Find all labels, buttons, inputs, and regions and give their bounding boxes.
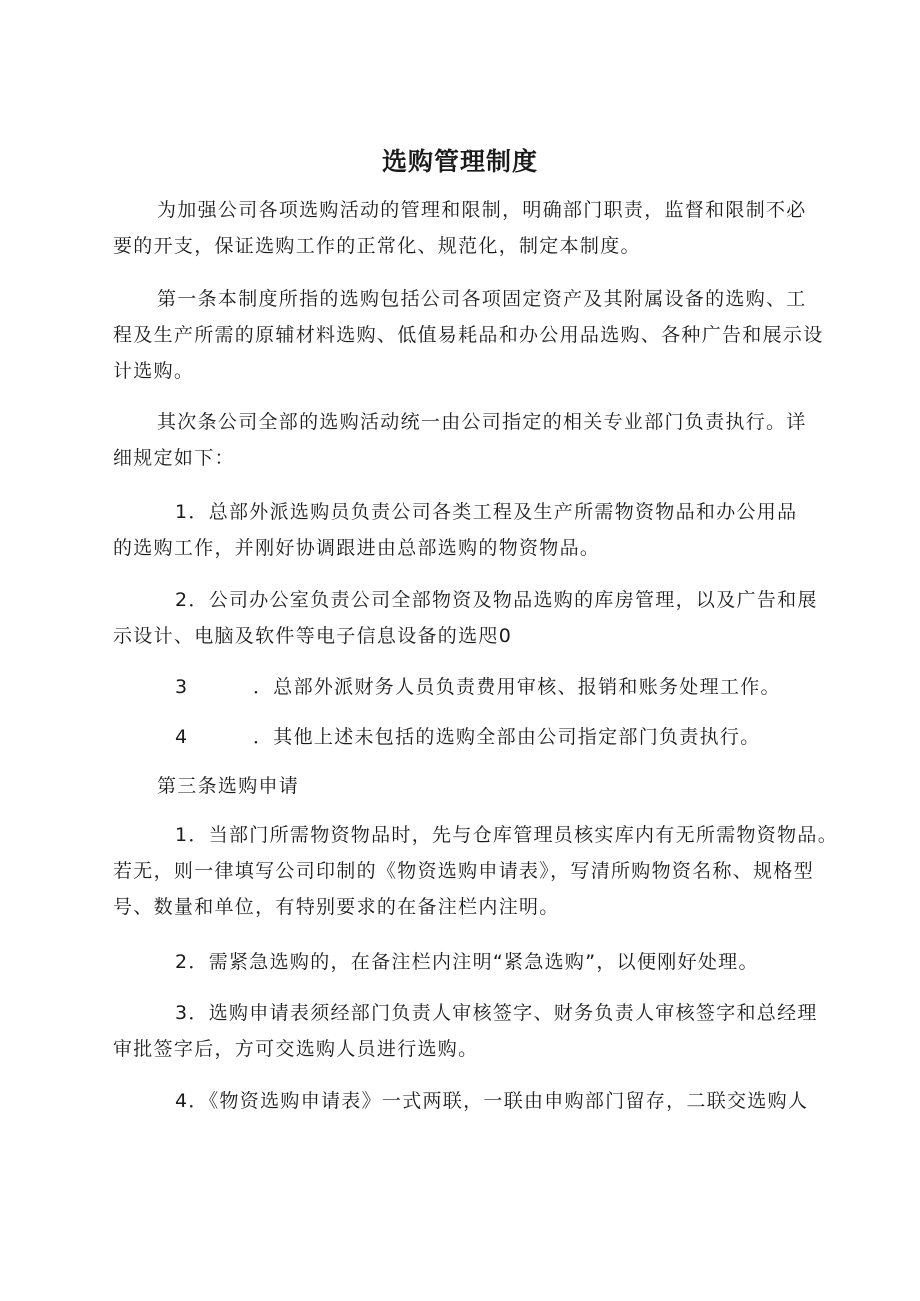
paragraph-line: 要的开支，保证选购工作的正常化、规范化，制定本制度。 bbox=[113, 235, 641, 257]
paragraph-line: 号、数量和单位，有特别要求的在备注栏内注明。 bbox=[113, 896, 560, 918]
paragraph-line: 其次条公司全部的选购活动统一由公司指定的相关专业部门负责执行。详 bbox=[157, 411, 807, 433]
paragraph-line: 计选购。 bbox=[113, 360, 195, 382]
list-item-1 bbox=[113, 494, 813, 566]
paragraph-line: 3．选购申请表须经部门负责人审核签字、财务负责人审核签字和总经理 bbox=[175, 1002, 818, 1024]
paragraph-line: 1．当部门所需物资物品时，先与仓库管理员核实库内有无所需物资物品。 bbox=[175, 824, 838, 846]
item-number: 3 bbox=[175, 676, 189, 698]
paragraph-intro bbox=[113, 192, 813, 264]
list-item-3-2 bbox=[113, 944, 813, 980]
paragraph-line: 第一条本制度所指的选购包括公司各项固定资产及其附属设备的选购、工 bbox=[157, 288, 807, 310]
item-text: ．总部外派财务人员负责费用审核、报销和账务处理工作。 bbox=[253, 676, 781, 698]
document-title: 选购管理制度 bbox=[381, 147, 538, 176]
paragraph-line: 审批签字后，方可交选购人员进行选购。 bbox=[113, 1038, 479, 1060]
paragraph-line: 1．总部外派选购员负责公司各类工程及生产所需物资物品和办公用品 bbox=[175, 501, 798, 523]
list-item-3-4 bbox=[113, 1083, 813, 1119]
list-item-3-1 bbox=[113, 817, 838, 925]
list-item-3 bbox=[113, 669, 813, 705]
paragraph-line: 第三条选购申请 bbox=[157, 775, 300, 797]
paragraph-article-1 bbox=[113, 281, 824, 389]
item-number: 4 bbox=[175, 726, 189, 748]
paragraph-line: 细规定如下： bbox=[113, 447, 235, 469]
item-text: ．其他上述未包括的选购全部由公司指定部门负责执行。 bbox=[253, 726, 761, 748]
list-item-4 bbox=[113, 719, 813, 755]
list-item-2 bbox=[113, 582, 818, 654]
paragraph-line: 程及生产所需的原辅材料选购、低值易耗品和办公用品选购、各种广告和展示设 bbox=[113, 324, 824, 346]
paragraph-line: 若无，则一律填写公司印制的《物资选购申请表》，写清所购物资名称、规格型 bbox=[113, 860, 815, 882]
paragraph-line: 为加强公司各项选购活动的管理和限制，明确部门职责，监督和限制不必 bbox=[157, 199, 807, 221]
paragraph-line: 2．需紧急选购的，在备注栏内注明“紧急选购”，以便刚好处理。 bbox=[175, 951, 759, 973]
section-heading-article-3 bbox=[113, 768, 813, 804]
paragraph-line bbox=[113, 669, 813, 705]
paragraph-line: 2．公司办公室负责公司全部物资及物品选购的库房管理，以及广告和展 bbox=[175, 589, 818, 611]
list-item-3-3 bbox=[113, 995, 818, 1067]
paragraph-line: 4．《物资选购申请表》一式两联，一联由申购部门留存，二联交选购人 bbox=[175, 1090, 809, 1112]
paragraph-article-2 bbox=[113, 404, 813, 476]
paragraph-line bbox=[113, 719, 813, 755]
paragraph-line: 示设计、电脑及软件等电子信息设备的选咫0 bbox=[113, 625, 513, 647]
paragraph-line: 的选购工作，并刚好协调跟进由总部选购的物资物品。 bbox=[113, 537, 601, 559]
